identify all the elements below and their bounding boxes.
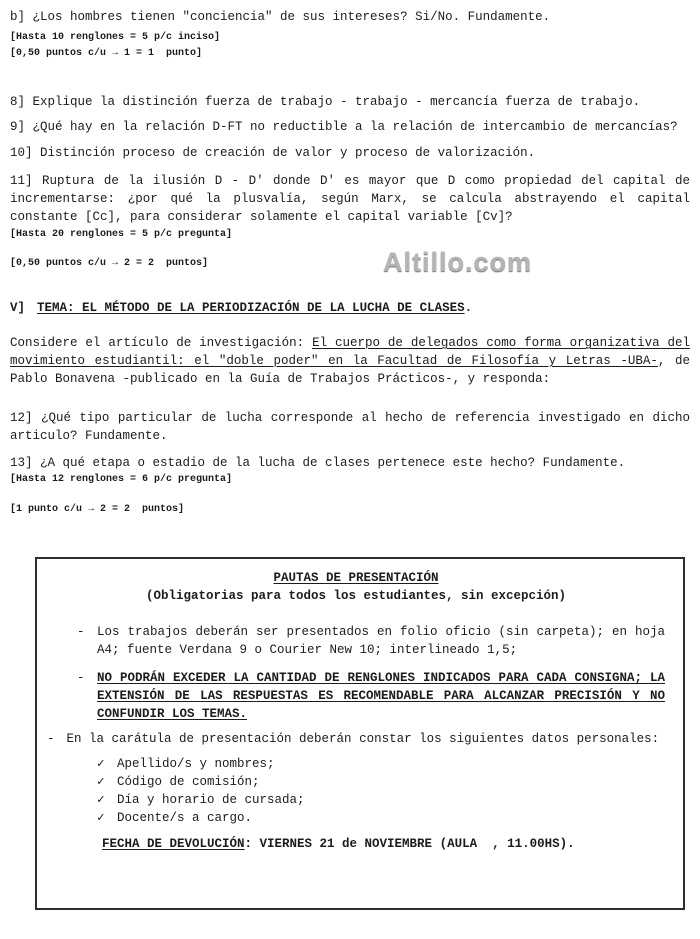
considere-paragraph xyxy=(10,334,690,388)
checklist-item xyxy=(97,773,665,791)
question-b: b] ¿Los hombres tienen "conciencia" de sus intereses? Si/No. Fundamente. xyxy=(10,10,551,24)
checklist-item-label: Docente/s a cargo. xyxy=(117,811,253,825)
pautas-bullet-2 xyxy=(77,669,665,723)
dash-bullet-icon: - xyxy=(77,671,85,685)
dash-bullet-icon: - xyxy=(77,625,85,639)
considere-prefix: Considere el artículo de investigación: xyxy=(10,336,313,350)
section-v-period: . xyxy=(464,301,473,315)
question-13-note-lines: [Hasta 12 renglones = 6 p/c pregunta] xyxy=(10,474,233,485)
pautas-box xyxy=(35,557,685,910)
section-v-number: V] xyxy=(10,301,26,315)
question-12: 12] ¿Qué tipo particular de lucha corresponde al hecho de referencia investigado en dicho articulo? Fundamente. xyxy=(10,411,690,443)
pautas-bullet-3-text: En la carátula de presentación deberán constar los siguientes datos personales: xyxy=(66,732,660,746)
considere-suffix: , de Pablo Bonavena -publicado en la Guía de Trabajos Prácticos-, y responda: xyxy=(10,354,690,386)
dash-bullet-icon: - xyxy=(47,732,55,746)
question-11-note-points: [0,50 puntos c/u → 2 = 2 puntos] xyxy=(10,258,209,269)
article-title: El cuerpo de delegados como forma organizativa del movimiento estudiantil: el "doble poder" en la Facultad de Filosofía y Letras -UBA- xyxy=(10,336,690,368)
checklist-item xyxy=(97,755,665,773)
checklist-item-label: Código de comisión; xyxy=(117,775,260,789)
check-icon: ✓ xyxy=(97,793,105,807)
personal-data-checklist xyxy=(97,755,665,827)
fecha-devolucion-line xyxy=(102,835,665,853)
question-b-note-lines: [Hasta 10 renglones = 5 p/c inciso] xyxy=(10,32,221,43)
checklist-item xyxy=(97,791,665,809)
question-9: 9] ¿Qué hay en la relación D-FT no reductible a la relación de intercambio de mercancías? xyxy=(10,120,678,134)
fecha-devolucion-value: : VIERNES 21 de NOVIEMBRE (AULA , 11.00HS). xyxy=(244,837,575,851)
question-8: 8] Explique la distinción fuerza de trabajo - trabajo - mercancía fuerza de trabajo. xyxy=(10,95,641,109)
section-v-heading xyxy=(10,299,690,317)
pautas-bullet-1 xyxy=(77,623,665,659)
question-13-note-points: [1 punto c/u → 2 = 2 puntos] xyxy=(10,504,185,515)
pautas-bullet-2-text: NO PODRÁN EXCEDER LA CANTIDAD DE RENGLONES INDICADOS PARA CADA CONSIGNA; LA EXTENSIÓN DE LAS RESPUESTAS ES RECOMENDABLE PARA ALCANZAR PRECISIÓN Y NO CONFUNDIR LOS TEMAS. xyxy=(97,671,665,721)
check-icon: ✓ xyxy=(97,775,105,789)
question-13: 13] ¿A qué etapa o estadio de la lucha de clases pertenece este hecho? Fundamente. xyxy=(10,456,626,470)
checklist-item-label: Día y horario de cursada; xyxy=(117,793,305,807)
question-b-note-points: [0,50 puntos c/u → 1 = 1 punto] xyxy=(10,48,203,59)
pautas-title: PAUTAS DE PRESENTACIÓN xyxy=(273,571,439,585)
pautas-bullet-3 xyxy=(47,730,665,748)
fecha-devolucion-label: FECHA DE DEVOLUCIÓN xyxy=(102,837,245,851)
pautas-bullet-1-text: Los trabajos deberán ser presentados en folio oficio (sin carpeta); en hoja A4; fuente Verdana 9 o Courier New 10; interlineado 1,5; xyxy=(97,625,665,657)
check-icon: ✓ xyxy=(97,811,105,825)
altillo-watermark: Altillo.com xyxy=(383,247,533,277)
question-11-note-lines: [Hasta 20 renglones = 5 p/c pregunta] xyxy=(10,229,233,240)
section-v-title: TEMA: EL MÉTODO DE LA PERIODIZACIÓN DE LA LUCHA DE CLASES xyxy=(37,301,465,315)
checklist-item xyxy=(97,809,665,827)
question-11: 11] Ruptura de la ilusión D - D' donde D' es mayor que D como propiedad del capital de incrementarse: ¿por qué la plusvalía, según Marx, se calcula abstrayendo el capital constante [Cc], para considerar solamente el capital variable [Cv]? xyxy=(10,174,690,224)
checklist-item-label: Apellido/s y nombres; xyxy=(117,757,275,771)
question-10: 10] Distinción proceso de creación de valor y proceso de valorización. xyxy=(10,146,536,160)
check-icon: ✓ xyxy=(97,757,105,771)
pautas-subtitle: (Obligatorias para todos los estudiantes, sin excepción) xyxy=(145,589,567,603)
